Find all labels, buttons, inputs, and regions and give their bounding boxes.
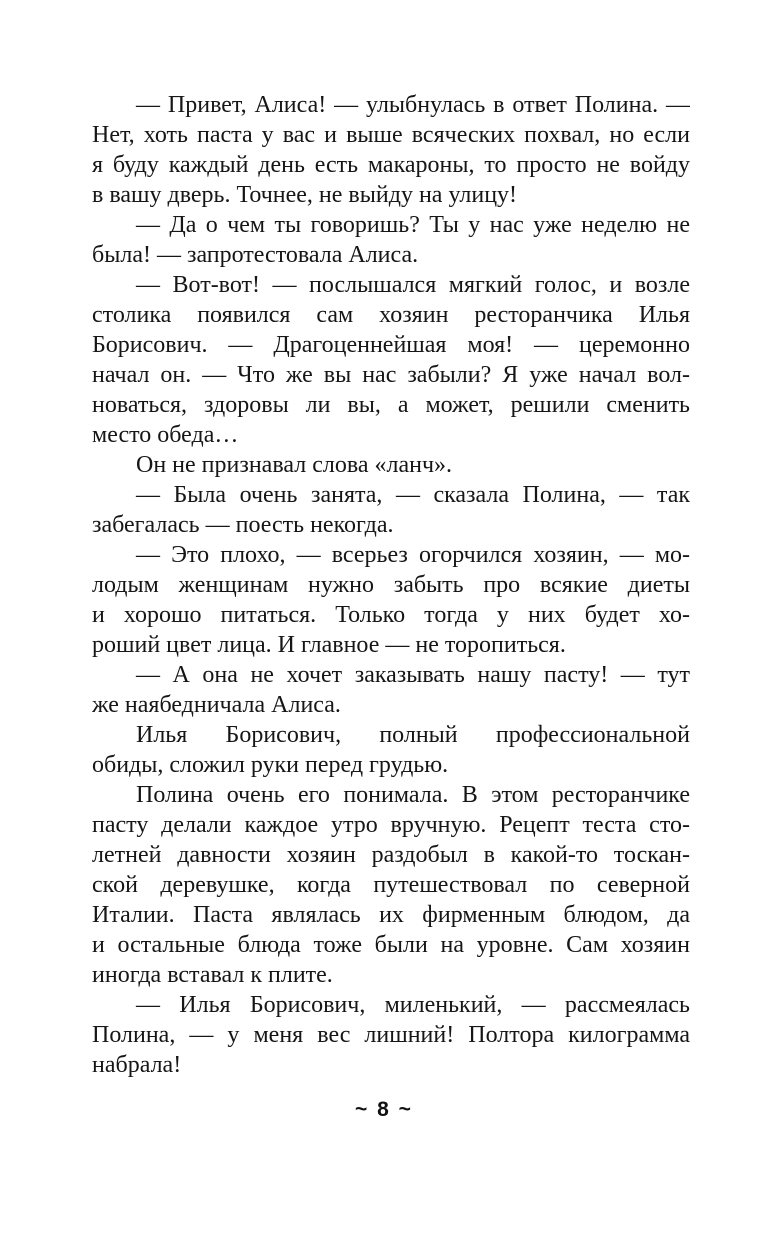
paragraph — [92, 540, 690, 660]
text-line: лодым женщинам нужно забыть про всякие диеты — [92, 572, 690, 598]
paragraph — [92, 990, 690, 1080]
text-line: — Была очень занята, — сказала Полина, — так — [136, 482, 690, 508]
text-line: — Привет, Алиса! — улыбнулась в ответ Полина. — — [136, 92, 690, 118]
text-line: Полина, — у меня вес лишний! Полтора килограмма — [92, 1022, 690, 1048]
page-number: ~ 8 ~ — [355, 1098, 413, 1121]
paragraph — [92, 270, 690, 450]
text-line: Италии. Паста являлась их фирменным блюдом, да — [92, 902, 690, 928]
page-text — [92, 90, 690, 1080]
text-line: и остальные блюда тоже были на уровне. Сам хозяин — [92, 932, 690, 958]
text-line: была! — запротестовала Алиса. — [92, 242, 419, 268]
text-line: роший цвет лица. И главное — не торопиться. — [92, 632, 566, 658]
text-line: Илья Борисович, полный профессиональной — [136, 722, 690, 748]
text-line: Полина очень его понимала. В этом ресторанчике — [136, 782, 690, 808]
text-line: летней давности хозяин раздобыл в какой-то тоскан- — [92, 842, 690, 868]
text-line: я буду каждый день есть макароны, то просто не войду — [92, 152, 690, 178]
paragraph — [92, 480, 690, 540]
text-line: — Вот-вот! — послышался мягкий голос, и возле — [136, 272, 690, 298]
text-line: пасту делали каждое утро вручную. Рецепт теста сто- — [92, 812, 690, 838]
paragraph — [92, 780, 690, 990]
paragraph — [92, 720, 690, 780]
text-line: — А она не хочет заказывать нашу пасту! — тут — [136, 662, 690, 688]
text-line: обиды, сложил руки перед грудью. — [92, 752, 449, 778]
text-line: Борисович. — Драгоценнейшая моя! — церемонно — [92, 332, 690, 358]
text-line: забегалась — поесть некогда. — [92, 512, 394, 538]
text-line: в вашу дверь. Точнее, не выйду на улицу! — [92, 182, 518, 208]
text-line: — Илья Борисович, миленький, — рассмеялась — [136, 992, 690, 1018]
text-line: набрала! — [92, 1052, 182, 1078]
text-line: же наябедничала Алиса. — [92, 692, 341, 718]
text-line: — Это плохо, — всерьез огорчился хозяин, — мо- — [136, 542, 690, 568]
paragraph — [92, 450, 690, 480]
text-line: ской деревушке, когда путешествовал по северной — [92, 872, 690, 898]
text-line: иногда вставал к плите. — [92, 962, 333, 988]
text-line: Он не признавал слова «ланч». — [136, 452, 453, 478]
paragraph — [92, 90, 690, 210]
paragraph — [92, 660, 690, 720]
text-line: — Да о чем ты говоришь? Ты у нас уже неделю не — [136, 212, 690, 238]
paragraph — [92, 210, 690, 270]
text-line: и хорошо питаться. Только тогда у них будет хо- — [92, 602, 690, 628]
text-line: начал он. — Что же вы нас забыли? Я уже начал вол- — [92, 362, 690, 388]
text-line: новаться, здоровы ли вы, а может, решили сменить — [92, 392, 690, 418]
text-line: место обеда… — [92, 422, 239, 448]
text-line: столика появился сам хозяин ресторанчика Илья — [92, 302, 690, 328]
text-line: Нет, хоть паста у вас и выше всяческих похвал, но если — [92, 122, 690, 148]
